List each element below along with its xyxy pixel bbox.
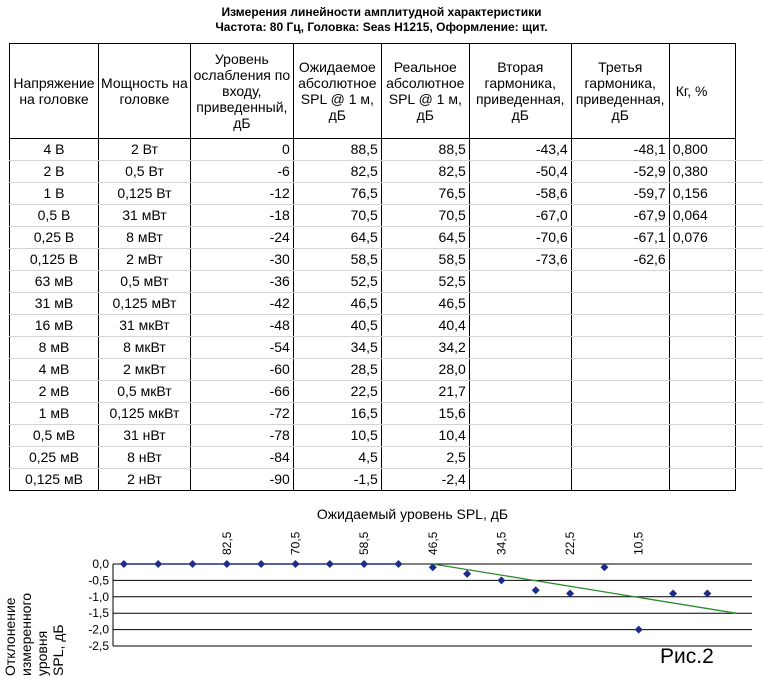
table-cell: 58,5 — [381, 249, 469, 271]
table-cell: 0,5 мВт — [98, 271, 190, 293]
x-tick-label: 58,5 — [357, 531, 372, 555]
table-cell: -2,4 — [381, 469, 469, 491]
y-axis-label: Отклонение — [2, 597, 18, 676]
table-cell: 0,156 — [669, 183, 735, 205]
table-cell — [571, 469, 669, 491]
empty-cell — [735, 403, 763, 425]
table-cell: -48 — [190, 315, 293, 337]
table-row — [10, 447, 763, 469]
table-cell: -42 — [190, 293, 293, 315]
y-axis-label: уровня — [34, 630, 50, 676]
table-cell — [571, 447, 669, 469]
table-cell: 8 мВт — [98, 227, 190, 249]
empty-cell — [735, 183, 763, 205]
table-cell: 88,5 — [381, 139, 469, 161]
table-cell: 31 мВ — [10, 293, 99, 315]
y-tick-label: -0,5 — [88, 573, 109, 588]
table-cell: 46,5 — [293, 293, 381, 315]
table-cell: 0,25 В — [10, 227, 99, 249]
table-body — [10, 139, 763, 491]
table-cell — [571, 425, 669, 447]
table-cell: 82,5 — [381, 161, 469, 183]
table-cell: -60 — [190, 359, 293, 381]
data-point — [257, 560, 265, 568]
table-cell: 15,6 — [381, 403, 469, 425]
data-point — [532, 586, 540, 594]
table-cell — [571, 359, 669, 381]
table-cell: 34,5 — [293, 337, 381, 359]
empty-cell — [735, 139, 763, 161]
table-cell: -67,1 — [571, 227, 669, 249]
table-cell — [669, 403, 735, 425]
y-tick-label: -1,0 — [88, 589, 109, 604]
table-cell — [571, 315, 669, 337]
column-header: Напряжение на головке — [10, 44, 99, 139]
measurement-table — [9, 43, 763, 491]
table-cell — [669, 469, 735, 491]
x-tick-label: 34,5 — [494, 531, 509, 555]
table-row — [10, 337, 763, 359]
empty-cell — [735, 359, 763, 381]
x-tick-label: 46,5 — [425, 531, 440, 555]
table-cell: 4,5 — [293, 447, 381, 469]
table-cell: 21,7 — [381, 381, 469, 403]
page-subtitle: Частота: 80 Гц, Головка: Seas H1215, Оформление: щит. — [215, 20, 548, 34]
table-cell: 76,5 — [293, 183, 381, 205]
table-row — [10, 183, 763, 205]
data-point — [223, 560, 231, 568]
y-axis-label: SPL, дБ — [50, 624, 66, 676]
table-cell — [669, 447, 735, 469]
table-row — [10, 293, 763, 315]
table-cell — [571, 381, 669, 403]
page-title: Измерения линейности амплитудной характеристики — [221, 5, 542, 19]
x-tick-label: 10,5 — [631, 531, 646, 555]
table-cell: -48,1 — [571, 139, 669, 161]
table-cell: -67,9 — [571, 205, 669, 227]
table-cell: 52,5 — [293, 271, 381, 293]
table-cell: 28,0 — [381, 359, 469, 381]
empty-cell — [735, 469, 763, 491]
table-cell — [469, 403, 571, 425]
y-tick-label: -2,5 — [88, 639, 109, 653]
table-row — [10, 315, 763, 337]
table-row — [10, 205, 763, 227]
table-cell — [469, 315, 571, 337]
table-cell: 31 мВт — [98, 205, 190, 227]
table-cell: -50,4 — [469, 161, 571, 183]
table-cell: 2 мВ — [10, 381, 99, 403]
table-cell: -18 — [190, 205, 293, 227]
table-cell: 1 В — [10, 183, 99, 205]
table-header-row — [10, 44, 763, 139]
table-row — [10, 381, 763, 403]
data-point — [394, 560, 402, 568]
table-row — [10, 403, 763, 425]
table-cell: 8 мкВт — [98, 337, 190, 359]
table-cell: 40,5 — [293, 315, 381, 337]
table-cell: 0,380 — [669, 161, 735, 183]
table-cell — [669, 337, 735, 359]
table-cell: 82,5 — [293, 161, 381, 183]
table-cell: 0 — [190, 139, 293, 161]
table-cell: 0,800 — [669, 139, 735, 161]
table-cell: 70,5 — [381, 205, 469, 227]
table-cell: 0,076 — [669, 227, 735, 249]
table-cell: -52,9 — [571, 161, 669, 183]
x-tick-label: 22,5 — [563, 531, 578, 555]
empty-cell — [735, 425, 763, 447]
table-cell: 40,4 — [381, 315, 469, 337]
table-row — [10, 161, 763, 183]
table-cell — [469, 447, 571, 469]
table-cell — [469, 381, 571, 403]
table-row — [10, 139, 763, 161]
y-tick-label: 0,0 — [92, 557, 109, 571]
table-row — [10, 227, 763, 249]
empty-cell — [735, 44, 763, 139]
table-cell: 4 В — [10, 139, 99, 161]
trend-line — [433, 564, 736, 613]
table-row — [10, 425, 763, 447]
empty-cell — [735, 381, 763, 403]
column-header: Вторая гармоника, приведенная, дБ — [469, 44, 571, 139]
table-cell: 2 Вт — [98, 139, 190, 161]
table-cell: 16,5 — [293, 403, 381, 425]
table-cell: -54 — [190, 337, 293, 359]
table-cell — [669, 381, 735, 403]
table-cell: 16 мВ — [10, 315, 99, 337]
table-cell: -43,4 — [469, 139, 571, 161]
table-cell: -58,6 — [469, 183, 571, 205]
table-cell: -72 — [190, 403, 293, 425]
table-cell — [469, 271, 571, 293]
x-tick-label: 82,5 — [219, 531, 234, 555]
table-cell: -66 — [190, 381, 293, 403]
data-point — [326, 560, 334, 568]
data-point — [189, 560, 197, 568]
table-cell: 2 нВт — [98, 469, 190, 491]
table-cell: 52,5 — [381, 271, 469, 293]
table-cell: 10,5 — [293, 425, 381, 447]
table-cell — [669, 271, 735, 293]
empty-cell — [735, 271, 763, 293]
table-cell — [669, 359, 735, 381]
data-point — [497, 576, 505, 584]
table-cell: 2 мВт — [98, 249, 190, 271]
table-cell: -78 — [190, 425, 293, 447]
deviation-chart — [0, 500, 763, 678]
table-cell: 46,5 — [381, 293, 469, 315]
table-cell: -90 — [190, 469, 293, 491]
table-cell: 0,125 мВ — [10, 469, 99, 491]
table-cell: 1 мВ — [10, 403, 99, 425]
table-cell: 0,5 Вт — [98, 161, 190, 183]
table-cell — [571, 293, 669, 315]
table-cell: -73,6 — [469, 249, 571, 271]
table-cell — [469, 293, 571, 315]
table-cell: 34,2 — [381, 337, 469, 359]
empty-cell — [735, 205, 763, 227]
table-cell: -70,6 — [469, 227, 571, 249]
table-cell — [469, 359, 571, 381]
table-cell — [669, 293, 735, 315]
table-cell — [669, 249, 735, 271]
y-axis-label: измеренного — [18, 592, 34, 676]
data-point — [120, 560, 128, 568]
table-cell — [469, 337, 571, 359]
empty-cell — [735, 249, 763, 271]
table-cell: 0,125 В — [10, 249, 99, 271]
empty-cell — [735, 315, 763, 337]
table-cell: 8 нВт — [98, 447, 190, 469]
data-point — [463, 570, 471, 578]
table-cell — [571, 271, 669, 293]
table-cell: -1,5 — [293, 469, 381, 491]
table-cell: -59,7 — [571, 183, 669, 205]
table-cell: 0,5 мкВт — [98, 381, 190, 403]
table-cell: 10,4 — [381, 425, 469, 447]
data-point — [635, 626, 643, 634]
column-header: Кг, % — [669, 44, 735, 139]
table-cell: 0,5 В — [10, 205, 99, 227]
table-cell: 76,5 — [381, 183, 469, 205]
table-cell — [669, 315, 735, 337]
table-cell: 2 В — [10, 161, 99, 183]
table-cell: 88,5 — [293, 139, 381, 161]
table-cell: 0,25 мВ — [10, 447, 99, 469]
table-cell — [669, 425, 735, 447]
table-cell: 58,5 — [293, 249, 381, 271]
table-cell: -30 — [190, 249, 293, 271]
table-cell: 0,5 мВ — [10, 425, 99, 447]
table-cell: -36 — [190, 271, 293, 293]
column-header: Реальное абсолютное SPL @ 1 м, дБ — [381, 44, 469, 139]
y-tick-label: -2,0 — [88, 622, 109, 637]
table-cell: 8 мВ — [10, 337, 99, 359]
empty-cell — [735, 293, 763, 315]
y-tick-label: -1,5 — [88, 606, 109, 621]
data-point — [360, 560, 368, 568]
table-cell: 0,125 мВт — [98, 293, 190, 315]
table-cell: -62,6 — [571, 249, 669, 271]
table-cell: 63 мВ — [10, 271, 99, 293]
empty-cell — [735, 337, 763, 359]
x-tick-label: 70,5 — [288, 531, 303, 555]
table-cell: 28,5 — [293, 359, 381, 381]
table-cell: 2,5 — [381, 447, 469, 469]
table-cell: 22,5 — [293, 381, 381, 403]
table-cell: 0,125 Вт — [98, 183, 190, 205]
table-cell: 2 мкВт — [98, 359, 190, 381]
table-cell: -24 — [190, 227, 293, 249]
table-row — [10, 249, 763, 271]
figure-label: Рис.2 — [660, 645, 714, 668]
table-cell: -67,0 — [469, 205, 571, 227]
empty-cell — [735, 161, 763, 183]
table-cell — [571, 337, 669, 359]
column-header: Мощность на головке — [98, 44, 190, 139]
empty-cell — [735, 227, 763, 249]
table-cell: 70,5 — [293, 205, 381, 227]
column-header: Третья гармоника, приведенная, дБ — [571, 44, 669, 139]
empty-cell — [735, 447, 763, 469]
table-cell: 0,125 мкВт — [98, 403, 190, 425]
table-row — [10, 359, 763, 381]
table-cell: 31 мкВт — [98, 315, 190, 337]
table-row — [10, 271, 763, 293]
table-cell: 64,5 — [381, 227, 469, 249]
column-header: Ожидаемое абсолютное SPL @ 1 м, дБ — [293, 44, 381, 139]
data-point — [291, 560, 299, 568]
table-cell: -12 — [190, 183, 293, 205]
table-cell — [571, 403, 669, 425]
table-cell: -6 — [190, 161, 293, 183]
table-cell: -84 — [190, 447, 293, 469]
table-cell — [469, 425, 571, 447]
table-cell — [469, 469, 571, 491]
column-header: Уровень ослабления по входу, приведенный, дБ — [190, 44, 293, 139]
table-row — [10, 469, 763, 491]
chart-title: Ожидаемый уровень SPL, дБ — [316, 506, 509, 522]
table-cell: 0,064 — [669, 205, 735, 227]
table-cell: 64,5 — [293, 227, 381, 249]
data-point — [154, 560, 162, 568]
table-cell: 31 нВт — [98, 425, 190, 447]
table-cell: 4 мВ — [10, 359, 99, 381]
